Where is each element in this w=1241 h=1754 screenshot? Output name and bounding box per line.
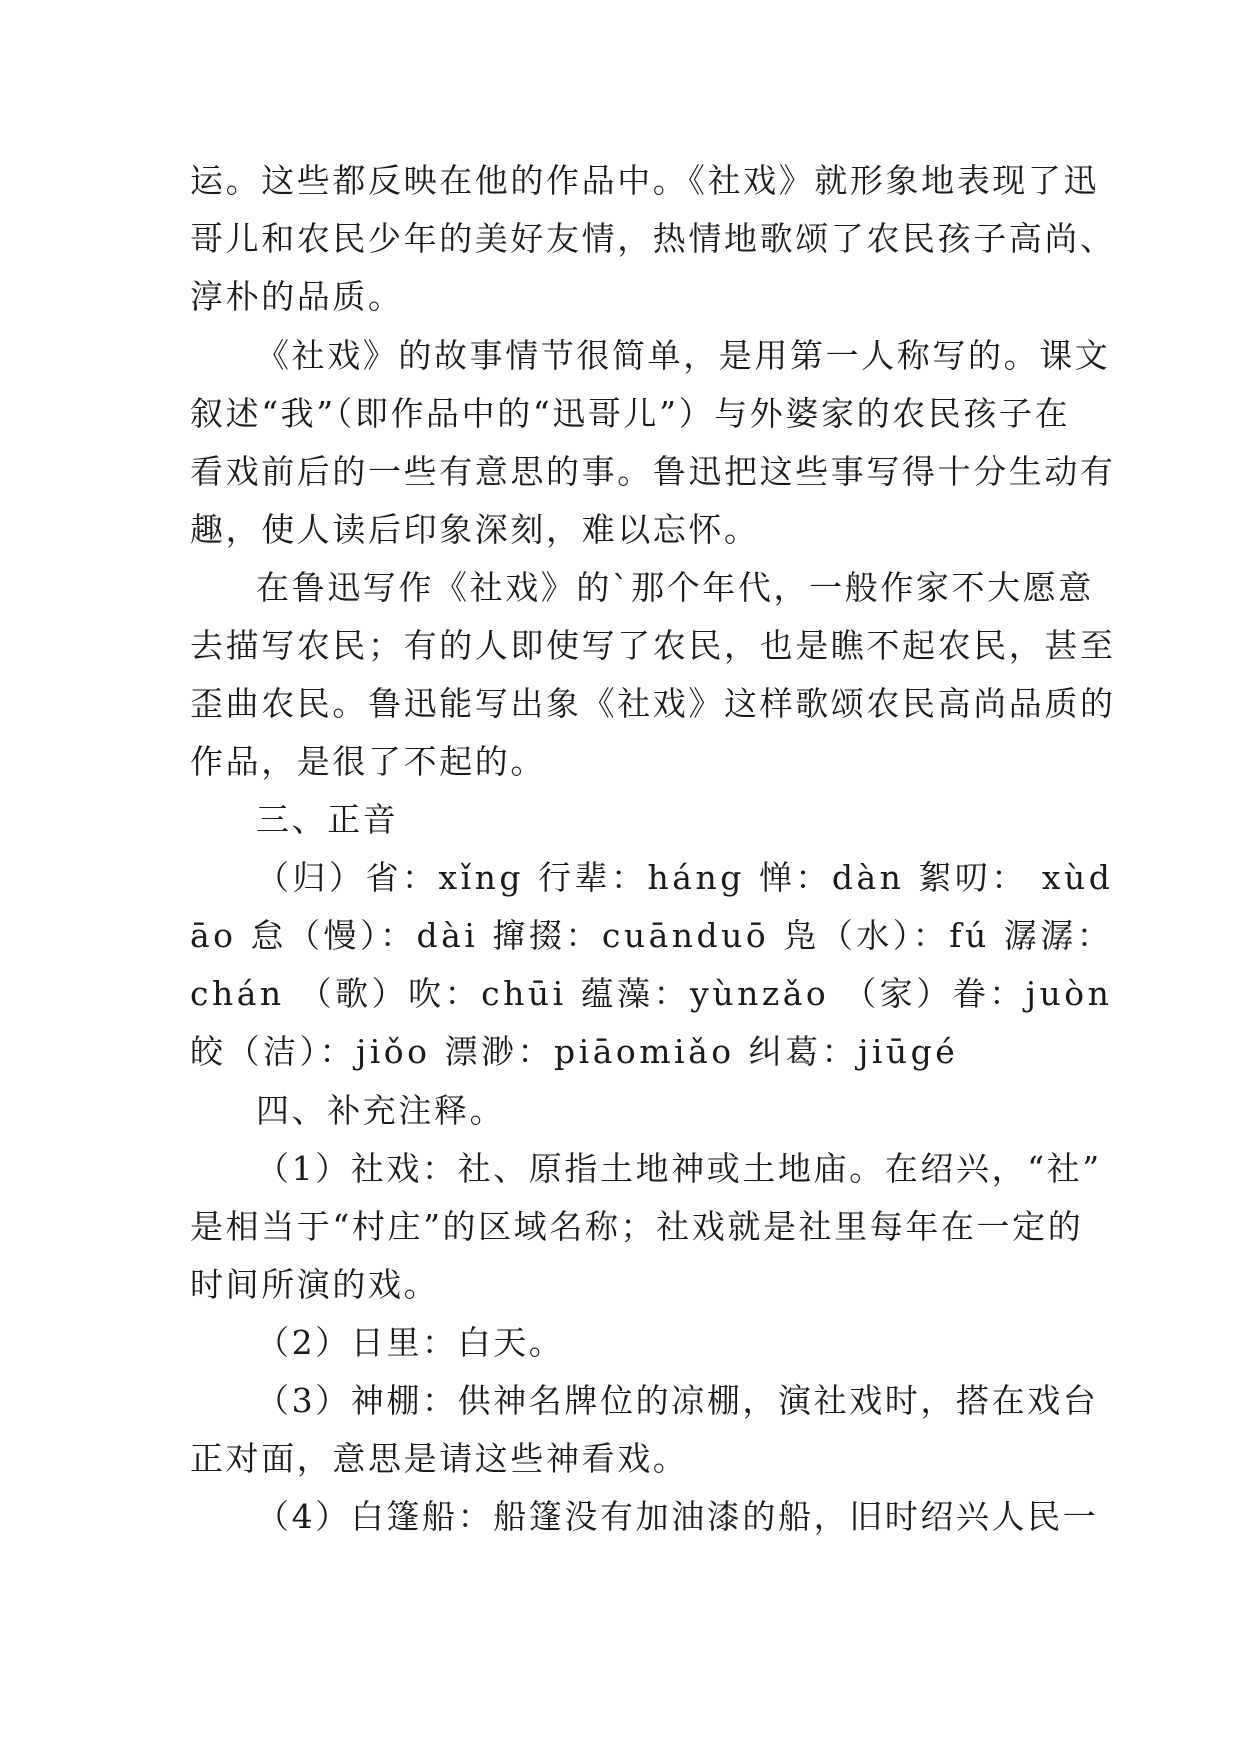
annotation-line: （1）社戏：社、原指土地神或土地庙。在绍兴，“社”: [256, 1149, 1102, 1188]
text-line: 趣，使人读后印象深刻，难以忘怀。: [190, 510, 760, 549]
annotation-line: （4）白篷船：船篷没有加油漆的船，旧时绍兴人民一: [256, 1497, 1099, 1536]
section-heading: 三、正音: [256, 800, 399, 839]
paragraph-start-line: 《社戏》的故事情节很简单，是用第一人称写的。课文: [256, 336, 1111, 375]
pronunciation-line: āo 怠（慢）：dài 撺掇：cuānduō 凫（水）：fú 潺潺：: [190, 916, 1114, 955]
paragraph-start-line: 在鲁迅写作《社戏》的`那个年代，一般作家不大愿意: [256, 568, 1094, 607]
annotation-line: 正对面，意思是请这些神看戏。: [190, 1439, 689, 1478]
text-line: 叙述“我”（即作品中的“迅哥儿”）与外婆家的农民孩子在: [190, 394, 1071, 433]
section-heading: 四、补充注释。: [256, 1091, 506, 1130]
annotation-line: （2）日里：白天。: [256, 1323, 565, 1362]
text-line: 淳朴的品质。: [190, 277, 404, 316]
pronunciation-line: （归）省：xǐng 行辈：háng 惮：dàn 絮叨： xùd: [256, 858, 1114, 897]
annotation-line: 时间所演的戏。: [190, 1265, 440, 1304]
text-line: 作品，是很了不起的。: [190, 742, 546, 781]
text-line: 歪曲农民。鲁迅能写出象《社戏》这样歌颂农民高尚品质的: [190, 684, 1116, 723]
pronunciation-line: 皎（洁）：jiǒo 漂渺：piāomiǎo 纠葛：jiūgé: [190, 1032, 959, 1071]
annotation-line: 是相当于“村庄”的区域名称；社戏就是社里每年在一定的: [190, 1207, 1084, 1246]
text-line: 看戏前后的一些有意思的事。鲁迅把这些事写得十分生动有: [190, 452, 1116, 491]
text-line: 哥儿和农民少年的美好友情，热情地歌颂了农民孩子高尚、: [190, 219, 1116, 258]
text-line: 运。这些都反映在他的作品中。《社戏》就形象地表现了迅: [190, 161, 1100, 200]
pronunciation-line: chán （歌）吹：chūi 蕴藻：yùnzǎo （家）眷：juòn: [190, 974, 1113, 1013]
text-line: 去描写农民；有的人即使写了农民，也是瞧不起农民，甚至: [190, 626, 1116, 665]
annotation-line: （3）神棚：供神名牌位的凉棚，演社戏时，搭在戏台: [256, 1381, 1099, 1420]
